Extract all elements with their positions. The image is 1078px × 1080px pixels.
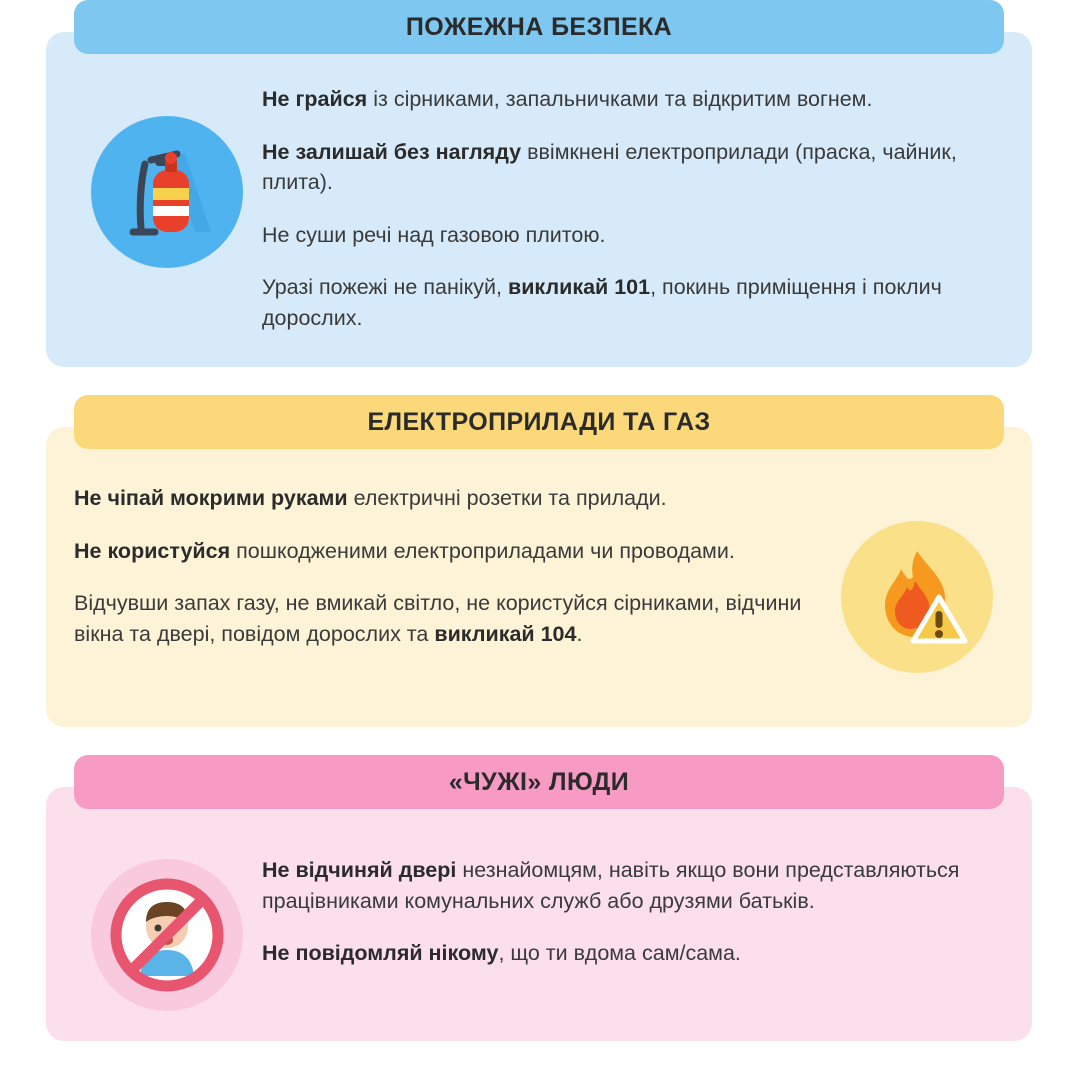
- tip-bold-mid: викликай 101: [507, 275, 651, 300]
- list-item: [262, 84, 988, 115]
- list-item: [74, 483, 812, 514]
- list-item: [262, 938, 988, 969]
- list-item: [262, 220, 988, 251]
- section-fire-safety-title: ПОЖЕЖНА БЕЗПЕКА: [74, 0, 1004, 54]
- section-electric-gas-title: ЕЛЕКТРОПРИЛАДИ ТА ГАЗ: [74, 395, 1004, 449]
- tip-rest: незнайомцям, навіть якщо вони представляються працівниками комунальних служб або друзями батьків.: [262, 858, 960, 913]
- no-stranger-icon-wrap: [72, 835, 262, 1011]
- tip-rest: Уразі пожежі не панікуй,: [262, 275, 508, 300]
- tip-lead: Не чіпай мокрими руками: [74, 486, 348, 511]
- no-stranger-icon: [91, 859, 243, 1011]
- tip-rest: , що ти вдома сам/сама.: [498, 941, 741, 966]
- tip-rest: Відчувши запах газу, не вмикай світло, не користуйся сірниками, відчини вікна та двері, повідом дорослих та: [74, 591, 802, 646]
- tip-lead: Не повідомляй нікому: [262, 941, 499, 966]
- tip-tail: , покинь приміщення і поклич дорослих.: [262, 275, 942, 330]
- tip-lead: Не грайся: [262, 87, 368, 111]
- section-strangers-title: «ЧУЖІ» ЛЮДИ: [74, 755, 1004, 809]
- fire-safety-tips: [262, 78, 988, 333]
- flame-warning-icon-wrap: [822, 479, 1012, 673]
- tip-rest: із сірниками, запальничками та відкритим вогнем.: [367, 87, 873, 111]
- tip-rest: ввімкнені електроприлади (праска, чайник, плита).: [262, 139, 957, 195]
- flame-warning-icon: [841, 521, 993, 673]
- tip-lead: Не користуйся: [74, 538, 231, 563]
- tip-lead: Не відчиняй двері: [262, 858, 457, 883]
- list-item: [74, 536, 812, 567]
- electric-gas-tips: [74, 479, 822, 649]
- section-strangers: [46, 755, 1032, 1041]
- fire-extinguisher-icon-wrap: [72, 78, 262, 268]
- tip-rest: пошкодженими електроприладами чи проводами.: [230, 538, 735, 563]
- strangers-tips: [262, 835, 988, 969]
- tip-rest: Не суши речі над газовою плитою.: [262, 222, 606, 247]
- list-item: [262, 272, 988, 333]
- list-item: [262, 137, 988, 198]
- list-item: [74, 588, 812, 649]
- section-fire-safety: [46, 0, 1032, 367]
- tip-rest: електричні розетки та прилади.: [347, 486, 667, 511]
- tip-bold-mid: викликай 104: [434, 621, 577, 646]
- section-strangers-body: [46, 787, 1032, 1041]
- tip-lead: Не залишай без нагляду: [262, 139, 522, 164]
- section-electric-gas-body: [46, 427, 1032, 727]
- list-item: [262, 855, 988, 916]
- tip-tail: .: [576, 621, 583, 646]
- section-electric-gas: [46, 395, 1032, 727]
- fire-extinguisher-icon: [91, 116, 243, 268]
- section-fire-safety-body: [46, 32, 1032, 367]
